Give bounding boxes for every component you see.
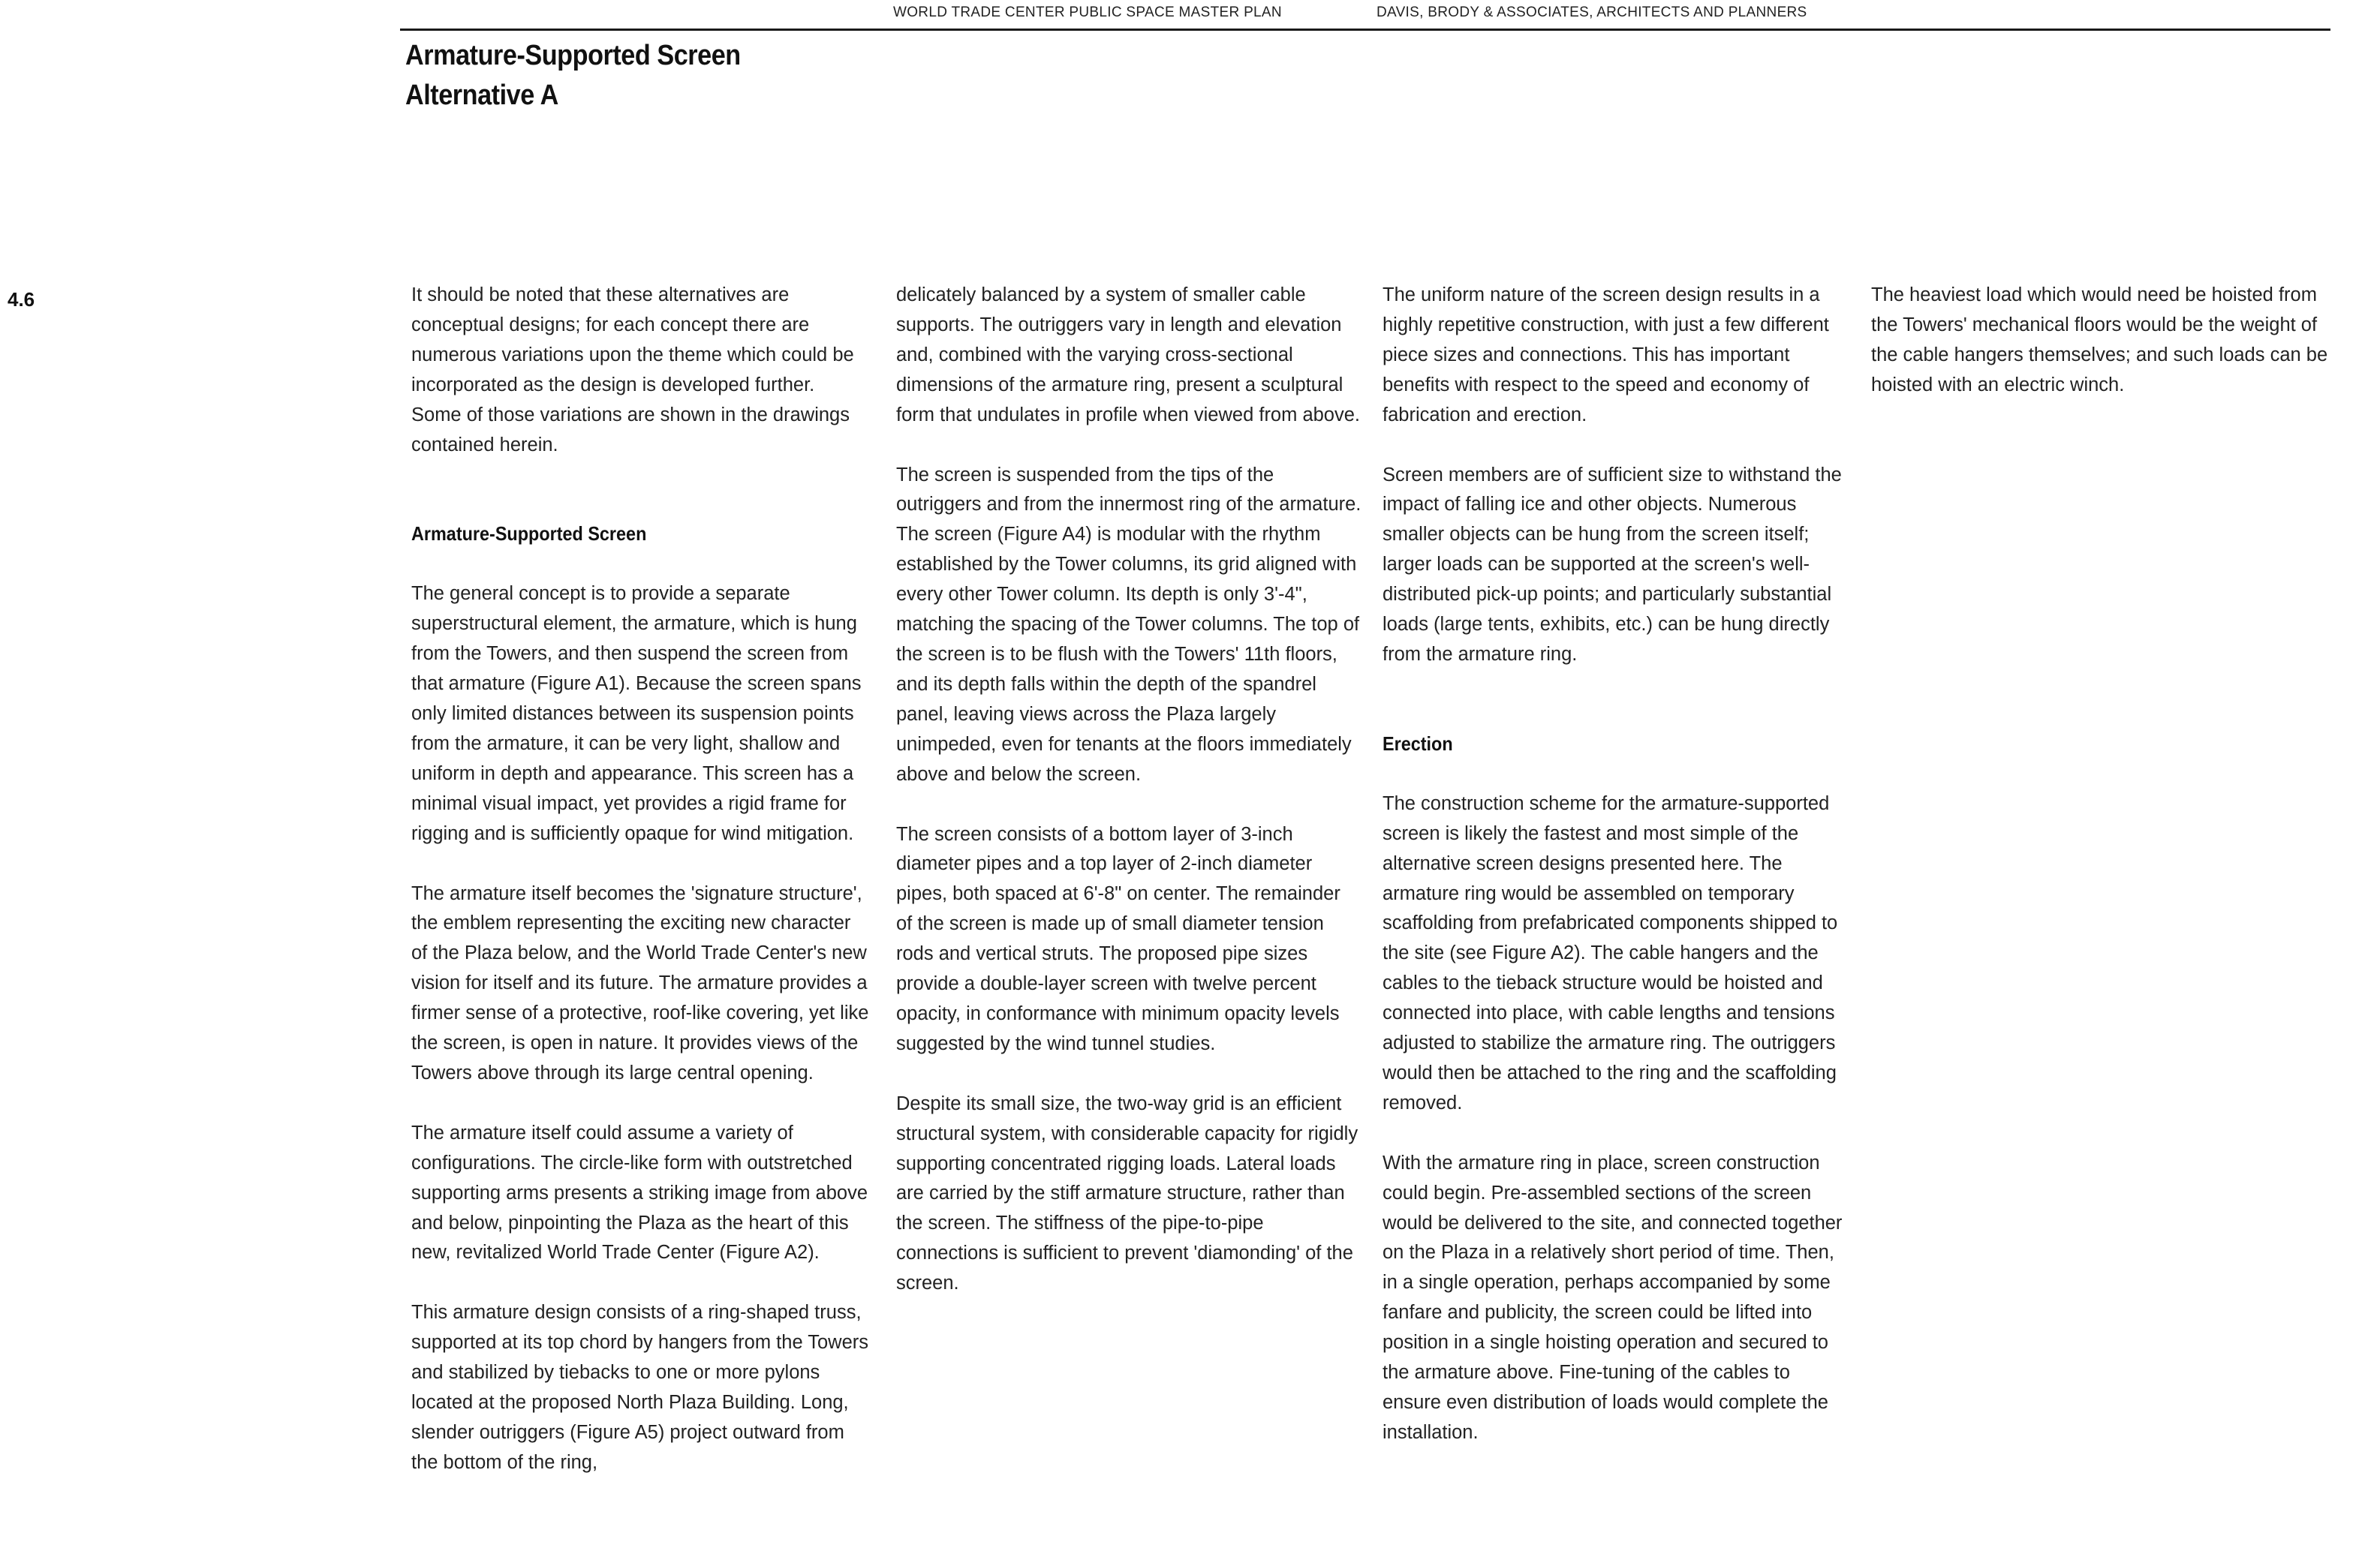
paragraph: The heaviest load which would need be hoisted from the Towers' mechanical floors would be the weight of the cable hangers themselves; and such loads can be hoisted with an electric winch. xyxy=(1871,284,2328,395)
paragraph: The construction scheme for the armature-supported screen is likely the fastest and most simple of the alternative screen designs presented here. The armature ring would be assembled on temporary scaffolding from prefabricated components shipped to the site (see Figure A2). The cable hangers and the cables to the tieback structure would be hoisted and connected into place, with cable lengths and tensions adjusted to stabilize the armature ring. The outriggers would then be attached to the ring and the scaffolding removed. xyxy=(1383,792,1838,1114)
paragraph: The screen consists of a bottom layer of 3-inch diameter pipes and a top layer of 2-inch diameter pipes, both spaced at 6'-8" on center. The remainder of the screen is made up of small diameter tension rods and vertical struts. The proposed pipe sizes provide a double-layer screen with twelve percent opacity, in conformance with minimum opacity levels suggested by the wind tunnel studies. xyxy=(896,823,1340,1054)
intro-paragraph: It should be noted that these alternatives are conceptual designs; for each concept there are numerous variations upon the theme which could be incorporated as the design is developed further. Some of those variations are shown in the drawings contained herein. xyxy=(411,284,854,455)
page-number: 4.6 xyxy=(8,288,35,311)
text-column-3 xyxy=(1383,281,1849,1478)
section-heading-armature-supported-screen: Armature-Supported Screen xyxy=(411,522,647,546)
page-title xyxy=(405,36,741,116)
title-line-1: Armature-Supported Screen xyxy=(405,40,741,71)
paragraph: The screen is suspended from the tips of the outriggers and from the innermost ring of the armature. The screen (Figure A4) is modular with the rhythm established by the Tower columns, its grid aligned with every other Tower column. Its depth is only 3'-4", matching the spacing of the Tower columns. The top of the screen is to be flush with the Towers' 11th floors, and its depth falls within the depth of the spandrel panel, leaving views across the Plaza largely unimpeded, even for tenants at the floors immediately above and below the screen. xyxy=(896,464,1362,785)
paragraph: The armature itself becomes the 'signature structure', the emblem representing the exciting new character of the Plaza below, and the World Trade Center's new vision for itself and its future. The armature provides a firmer sense of a protective, roof-like covering, yet like the screen, is open in nature. It provides views of the Towers above through its large central opening. xyxy=(411,882,869,1084)
paragraph: The armature itself could assume a variety of configurations. The circle-like form with outstretched supporting arms presents a striking image from above and below, pinpointing the Plaza as the heart of this new, revitalized World Trade Center (Figure A2). xyxy=(411,1122,868,1264)
text-column-4 xyxy=(1871,281,2338,431)
paragraph: This armature design consists of a ring-shaped truss, supported at its top chord by hangers from the Towers and stabilized by tiebacks to one or more pylons located at the proposed North Plaza Building. Long, slender outriggers (Figure A5) project outward from the bottom of the ring, xyxy=(411,1302,869,1473)
paragraph: The uniform nature of the screen design results in a highly repetitive construction, with just a few different piece sizes and connections. This has important benefits with respect to the speed and economy of fabrication and erection. xyxy=(1383,284,1829,425)
paragraph: delicately balanced by a system of smaller cable supports. The outriggers vary in length and elevation and, combined with the varying cross-sectional dimensions of the armature ring, present a sculptural form that undulates in profile when viewed from above. xyxy=(896,284,1361,425)
section-heading-erection: Erection xyxy=(1383,732,1453,755)
running-header-left: WORLD TRADE CENTER PUBLIC SPACE MASTER PLAN xyxy=(893,5,1282,20)
text-column-1 xyxy=(411,281,869,1508)
text-column-2 xyxy=(896,281,1362,1329)
header-rule xyxy=(400,29,2330,31)
title-line-2: Alternative A xyxy=(405,80,558,111)
paragraph: The general concept is to provide a separate superstructural element, the armature, which is hung from the Towers, and then suspend the screen from that armature (Figure A1). Because the screen spans only limited distances between its suspension points from the armature, it can be very light, shallow and uniform in depth and appearance. This screen has a minimal visual impact, yet provides a rigid frame for rigging and is sufficiently opaque for wind mitigation. xyxy=(411,583,862,844)
paragraph: Screen members are of sufficient size to withstand the impact of falling ice and other objects. Numerous smaller objects can be hung from the screen itself; larger loads can be supported at the screen's well-distributed pick-up points; and particularly substantial loads (large tents, exhibits, etc.) can be hung directly from the armature ring. xyxy=(1383,464,1842,665)
paragraph: Despite its small size, the two-way grid is an efficient structural system, with considerable capacity for rigidly supporting concentrated rigging loads. Lateral loads are carried by the stiff armature structure, rather than the screen. The stiffness of the pipe-to-pipe connections is sufficient to prevent 'diamonding' of the screen. xyxy=(896,1093,1358,1294)
paragraph: With the armature ring in place, screen construction could begin. Pre-assembled sections of the screen would be delivered to the site, and connected together on the Plaza in a relatively short period of time. Then, in a single operation, perhaps accompanied by some fanfare and publicity, the screen could be lifted into position in a single hoisting operation and secured to the armature above. Fine-tuning of the cables to ensure even distribution of loads would complete the installation. xyxy=(1383,1152,1843,1443)
running-header-right: DAVIS, BRODY & ASSOCIATES, ARCHITECTS AND PLANNERS xyxy=(1377,5,1807,20)
